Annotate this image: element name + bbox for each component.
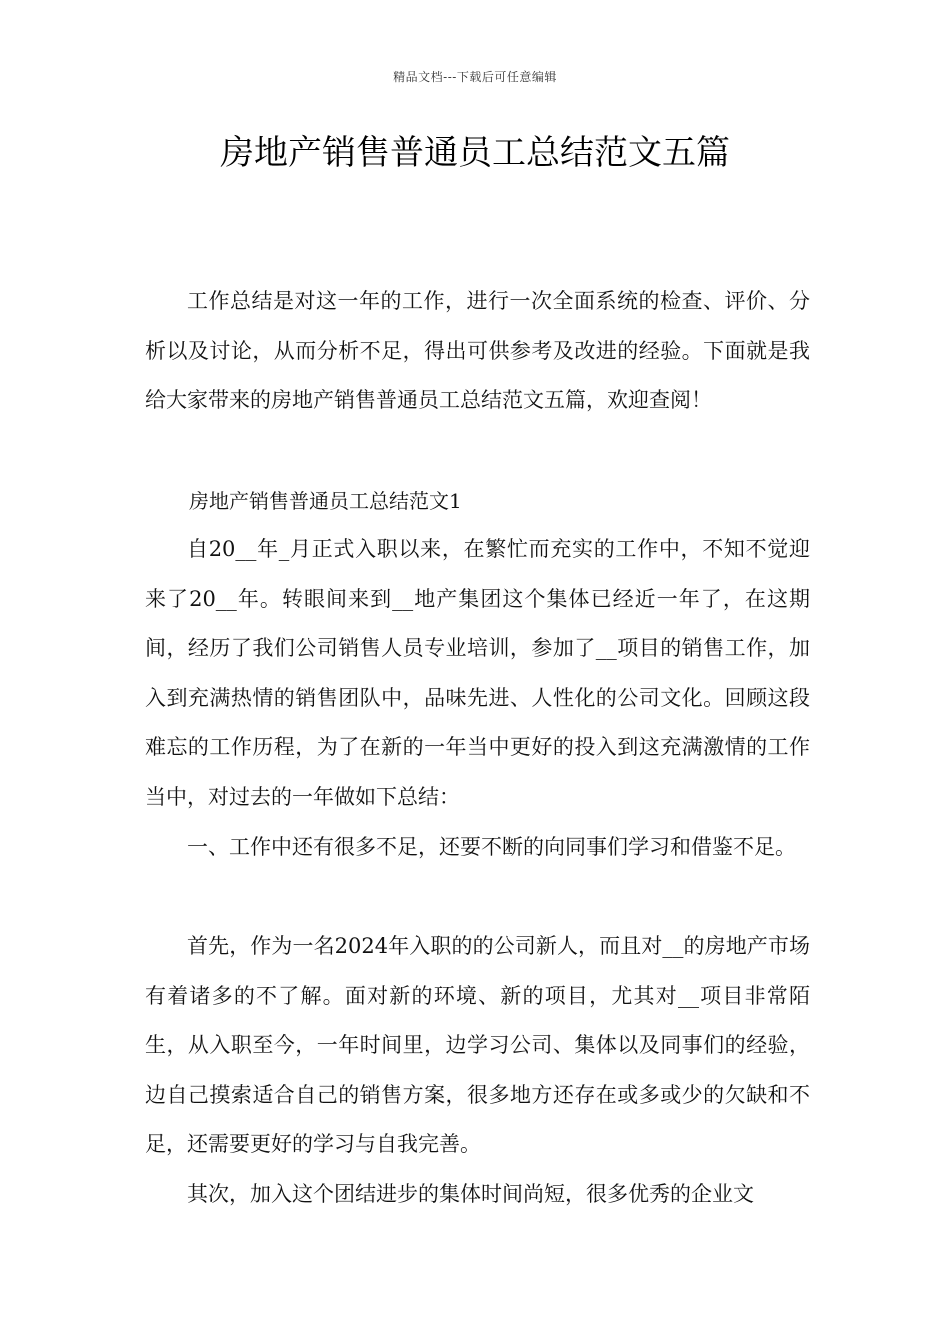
body-paragraph-1: 自20__年_月正式入职以来，在繁忙而充实的工作中，不知不觉迎来了20__年。转眼间来到__地产集团这个集体已经近一年了，在这期间，经历了我们公司销售人员专业培训，参加了__项目的销售工作，加入到充满热情的销售团队中，品味先进、人性化的公司文化。回顾这段难忘的工作历程，为了在新的一年当中更好的投入到这充满激情的工作当中，对过去的一年做如下总结： [145,537,810,809]
header-note: 精品文档---下载后可任意编辑 [393,70,557,84]
body-paragraph-4: 其次，加入这个团结进步的集体时间尚短，很多优秀的企业文 [187,1182,754,1206]
document-title: 房地产销售普通员工总结范文五篇 [220,133,730,173]
section-heading: 房地产销售普通员工总结范文1 [189,489,462,513]
body-paragraph-2: 一、工作中还有很多不足，还要不断的向同事们学习和借鉴不足。 [187,835,796,859]
body-paragraph-3: 首先，作为一名2024年入职的的公司新人，而且对__的房地产市场有着诸多的不了解。面对新的环境、新的项目，尤其对__项目非常陌生，从入职至今，一年时间里，边学习公司、集体以及同事们的经验，边自己摸索适合自己的销售方案，很多地方还存在或多或少的欠缺和不足，还需要更好的学习与自我完善。 [145,934,810,1156]
intro-paragraph: 工作总结是对这一年的工作，进行一次全面系统的检查、评价、分析以及讨论，从而分析不足，得出可供参考及改进的经验。下面就是我给大家带来的房地产销售普通员工总结范文五篇，欢迎查阅！ [145,289,810,412]
